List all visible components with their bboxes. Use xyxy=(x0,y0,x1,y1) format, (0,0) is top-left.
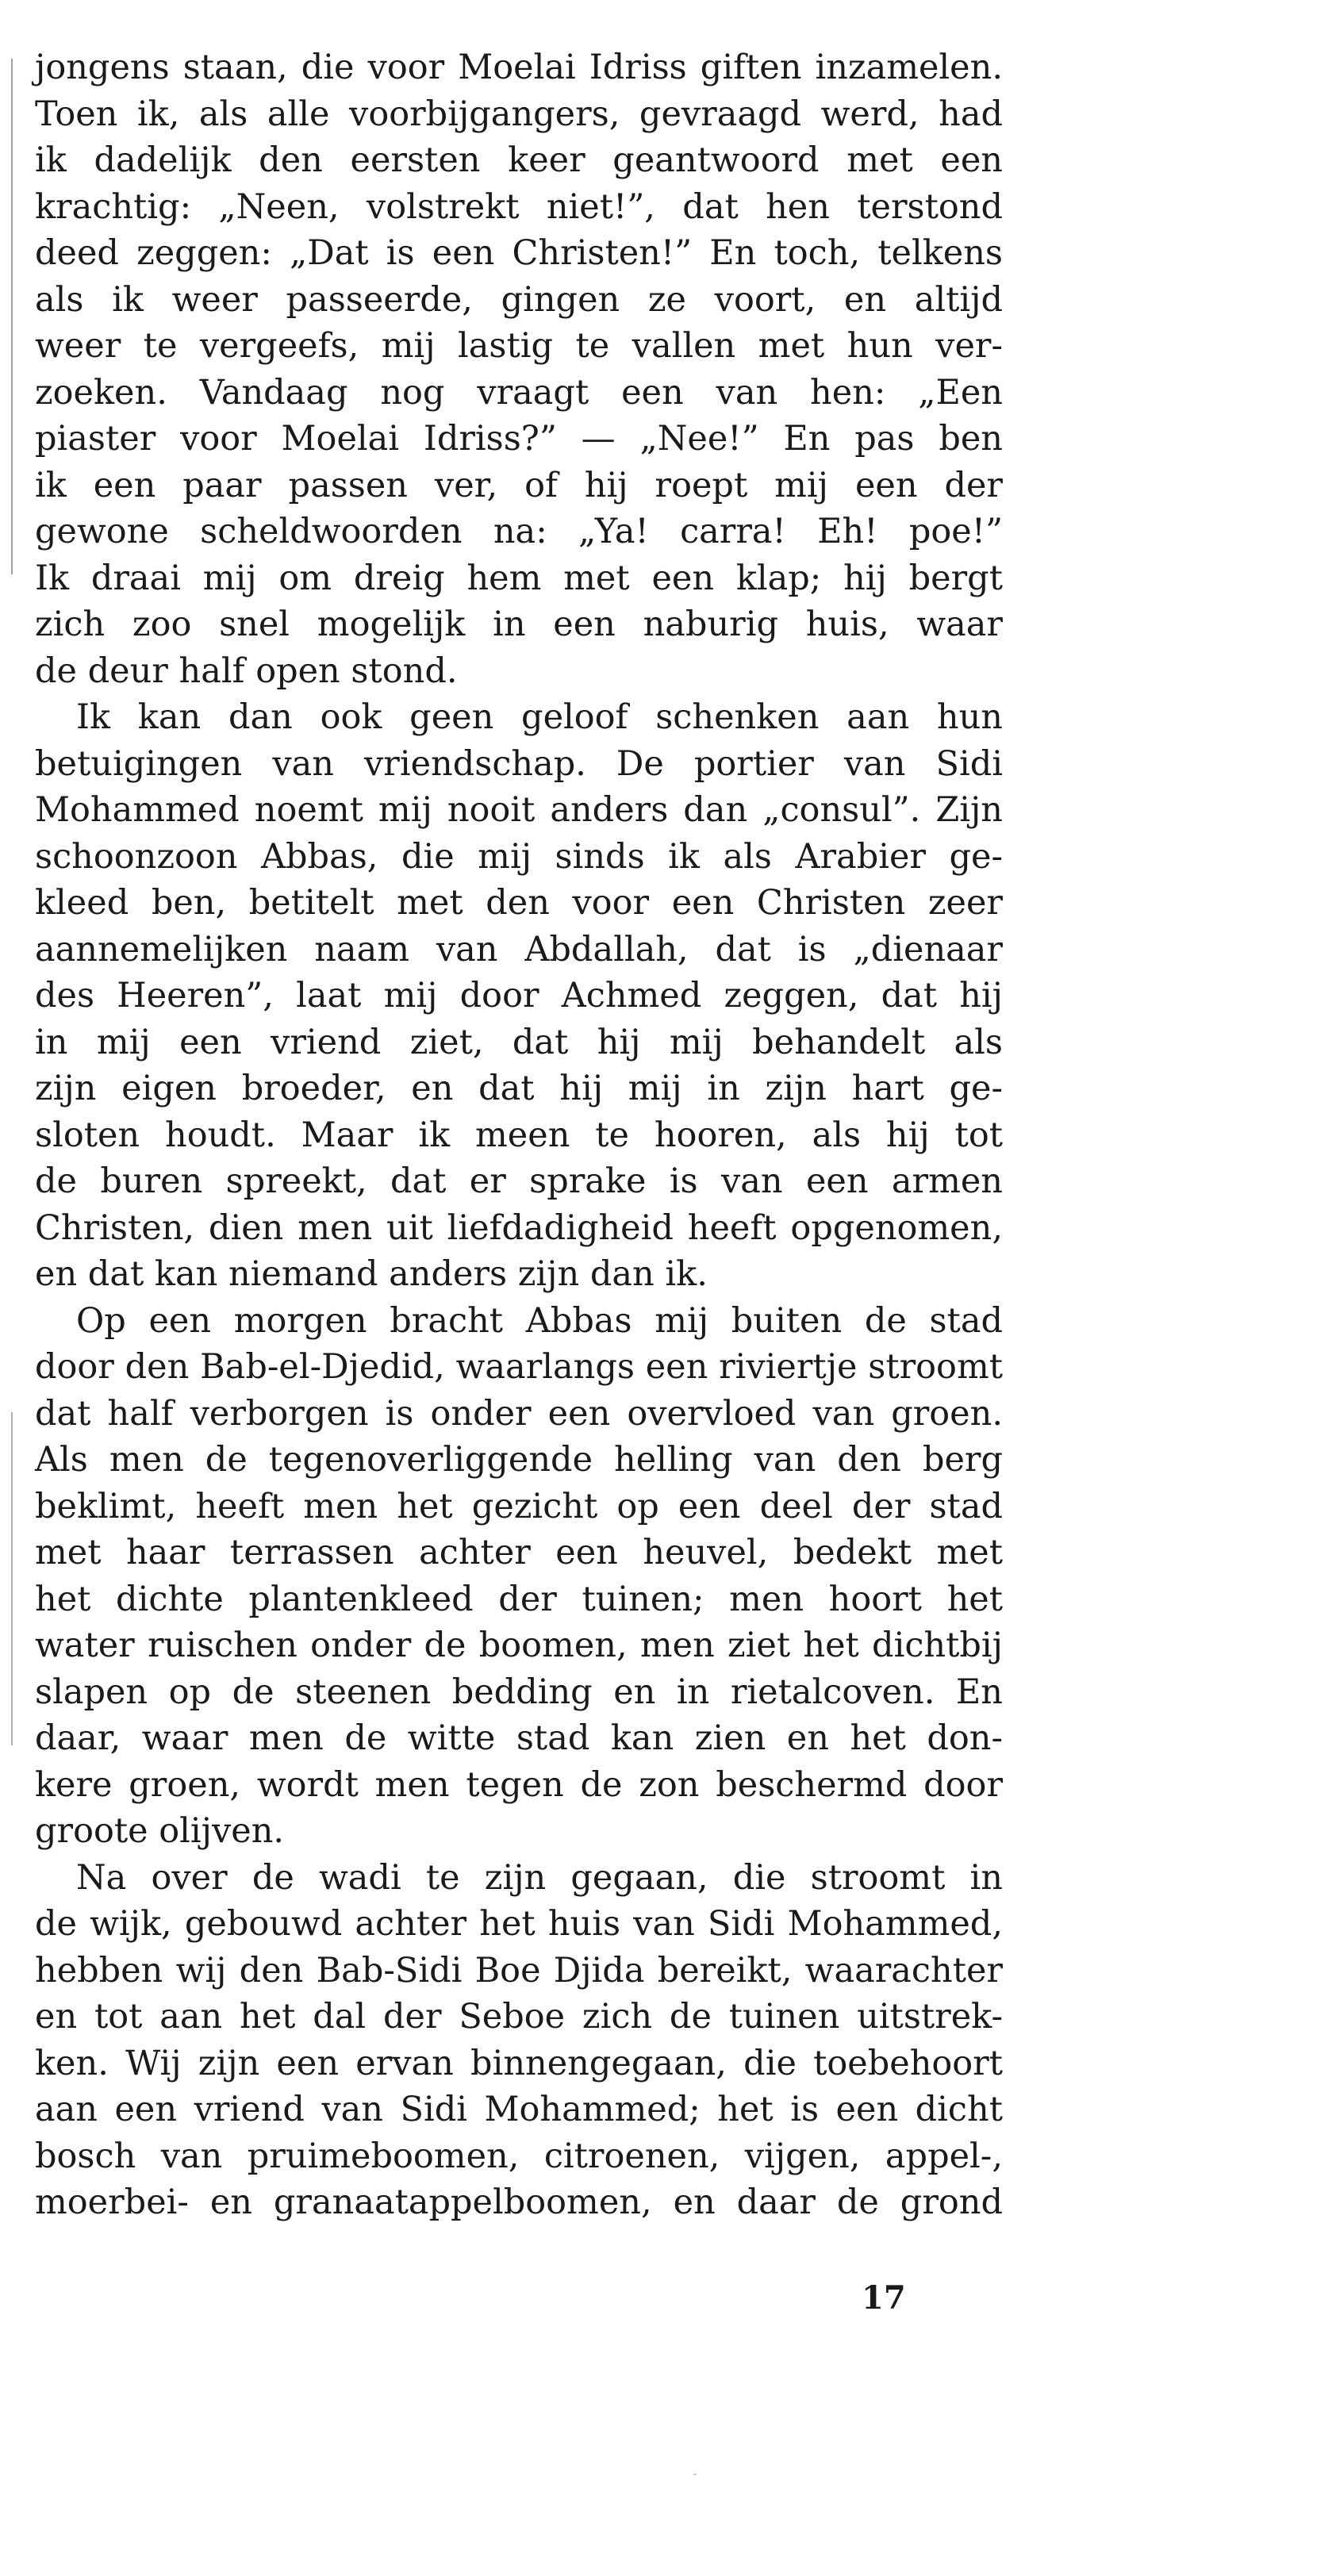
text-line: jongens staan, die voor Moelai Idriss giften inzamelen. xyxy=(35,48,1003,87)
text-line: en dat kan niemand anders zijn dan ik. xyxy=(35,1254,708,1294)
text-line: zoeken. Vandaag nog vraagt een van hen: „Een xyxy=(35,372,1003,413)
text-line: hebben wij den Bab-Sidi Boe Djida bereikt, waarachter xyxy=(35,1950,1003,1991)
text-line: zich zoo snel mogelijk in een naburig huis, waar xyxy=(35,605,1003,644)
text-line: Mohammed noemt mij nooit anders dan „consul”. Zijn xyxy=(35,790,1003,830)
text-line: weer te vergeefs, mij lastig te vallen met hun ver- xyxy=(35,326,1003,366)
text-line: slapen op de steenen bedding en in rietalcoven. En xyxy=(35,1672,1003,1712)
text-line: het dichte plantenkleed der tuinen; men hoort het xyxy=(35,1579,1003,1619)
text-line: met haar terrassen achter een heuvel, bedekt met xyxy=(35,1533,1003,1572)
text-line: ik een paar passen ver, of hij roept mij een der xyxy=(35,465,1003,505)
text-line: aannemelijken naam van Abdallah, dat is „dienaar xyxy=(35,929,1003,969)
text-line: piaster voor Moelai Idriss?” — „Nee!” En pas ben xyxy=(35,419,1003,459)
print-speck xyxy=(693,2474,697,2475)
text-line: daar, waar men de witte stad kan zien en het don- xyxy=(35,1718,1003,1758)
text-line: deed zeggen: „Dat is een Christen!” En toch, telkens xyxy=(35,233,1003,273)
margin-mark xyxy=(11,1412,13,1745)
text-line: de wijk, gebouwd achter het huis van Sidi Mohammed, xyxy=(35,1904,1003,1944)
text-line: kleed ben, betitelt met den voor een Christen zeer xyxy=(35,883,1003,923)
paragraph-first-line: Op een morgen bracht Abbas mij buiten de stad xyxy=(76,1300,1003,1341)
text-line: Ik draai mij om dreig hem met een klap; hij bergt xyxy=(35,558,1003,598)
text-line: Als men de tegenoverliggende helling van den berg xyxy=(35,1440,1003,1480)
text-line: de deur half open stond. xyxy=(35,651,458,691)
text-line: zijn eigen broeder, en dat hij mij in zijn hart ge- xyxy=(35,1069,1003,1108)
text-line: de buren spreekt, dat er sprake is van een armen xyxy=(35,1161,1003,1201)
text-line: bosch van pruimeboomen, citroenen, vijgen, appel-, xyxy=(35,2136,1003,2176)
text-line: door den Bab-el-Djedid, waarlangs een riviertje stroomt xyxy=(35,1347,1003,1387)
text-line: Toen ik, als alle voorbijgangers, gevraagd werd, had xyxy=(35,94,1003,134)
paragraph-first-line: Ik kan dan ook geen geloof schenken aan hun xyxy=(76,697,1003,737)
text-line: ik dadelijk den eersten keer geantwoord met een xyxy=(35,140,1003,180)
text-line: sloten houdt. Maar ik meen te hooren, als hij tot xyxy=(35,1115,1003,1155)
text-line: aan een vriend van Sidi Mohammed; het is een dicht xyxy=(35,2090,1003,2129)
text-line: moerbei- en granaatappelboomen, en daar de grond xyxy=(35,2182,1003,2222)
text-line: kere groen, wordt men tegen de zon beschermd door xyxy=(35,1764,1003,1805)
body-text xyxy=(35,44,1003,2226)
text-line: als ik weer passeerde, gingen ze voort, en altijd xyxy=(35,279,1003,320)
text-line: groote olijven. xyxy=(35,1811,285,1851)
text-line: schoonzoon Abbas, die mij sinds ik als Arabier ge- xyxy=(35,836,1003,877)
text-line: krachtig: „Neen, volstrekt niet!”, dat hen terstond xyxy=(35,186,1003,227)
text-line: dat half verborgen is onder een overvloed van groen. xyxy=(35,1393,1003,1434)
text-line: in mij een vriend ziet, dat hij mij behandelt als xyxy=(35,1022,1003,1062)
text-line: water ruischen onder de boomen, men ziet het dichtbij xyxy=(35,1626,1003,1665)
text-line: betuigingen van vriendschap. De portier van Sidi xyxy=(35,743,1003,784)
text-line: beklimt, heeft men het gezicht op een deel der stad xyxy=(35,1486,1003,1526)
page-number: 17 xyxy=(862,2279,906,2317)
text-line: gewone scheldwoorden na: „Ya! carra! Eh! poe!” xyxy=(35,512,1003,551)
text-line: Christen, dien men uit liefdadigheid heeft opgenomen, xyxy=(35,1207,1003,1248)
margin-mark xyxy=(11,59,13,574)
text-line: ken. Wij zijn een ervan binnengegaan, die toebehoort xyxy=(35,2043,1003,2083)
text-line: en tot aan het dal der Seboe zich de tuinen uitstrek- xyxy=(35,1997,1003,2037)
paragraph-first-line: Na over de wadi te zijn gegaan, die stroomt in xyxy=(76,1857,1003,1898)
text-line: des Heeren”, laat mij door Achmed zeggen, dat hij xyxy=(35,976,1003,1015)
